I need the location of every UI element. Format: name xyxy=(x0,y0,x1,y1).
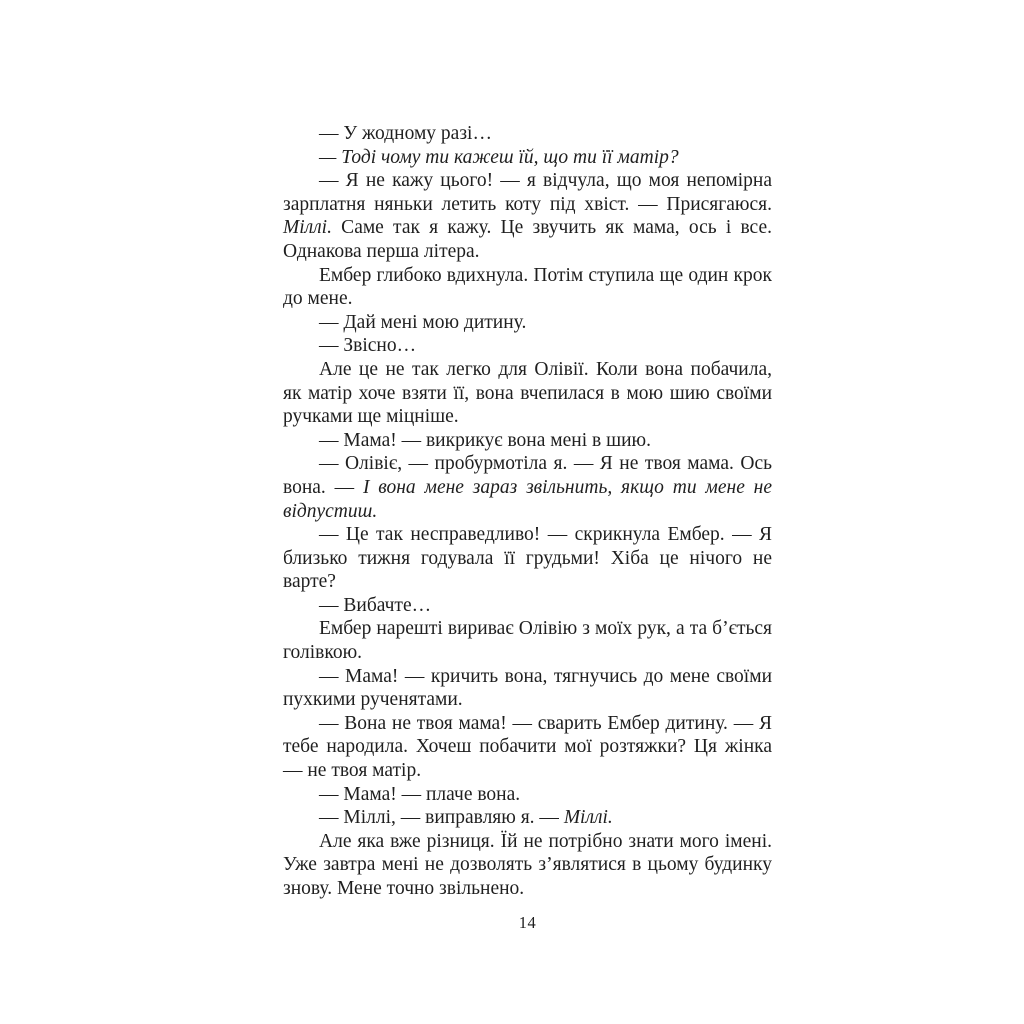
text-run: — Дай мені мою дитину. xyxy=(319,311,527,333)
paragraph xyxy=(283,429,772,453)
paragraph xyxy=(283,783,772,807)
paragraph xyxy=(283,594,772,618)
text-run: — Мама! — викрикує вона мені в шию. xyxy=(319,429,651,451)
text-run: — Це так несправедливо! — скрикнула Ембер. — Я близько тижня годувала її грудьми! Хіба це нічого не варте? xyxy=(283,524,772,593)
paragraph xyxy=(283,169,772,263)
paragraph xyxy=(283,311,772,335)
text-run-italic: І вона мене зараз звільнить, якщо ти мене не відпустиш. xyxy=(283,476,773,522)
text-run: — Звісно… xyxy=(319,335,417,357)
text-run: — У жодному разі… xyxy=(319,123,492,144)
text-run-italic: Міллі. xyxy=(283,217,332,239)
text-run: — Олівіє, — пробурмотіла я. — Я не твоя мама. Ось вона. — xyxy=(283,453,772,498)
paragraph xyxy=(283,523,772,594)
text-run-italic: Міллі. xyxy=(563,807,613,829)
paragraph xyxy=(283,358,772,429)
text-run: — Вона не твоя мама! — сварить Ембер дитину. — Я тебе народила. Хочеш побачити мої розтяжки? Ця жінка — не твоя матір. xyxy=(283,712,772,782)
text-run: Але це не так легко для Олівії. Коли вона побачила, як матір хоче взяти її, вона вчепилася в мою шию своїми ручками ще міцніше. xyxy=(283,358,772,428)
paragraph xyxy=(283,665,772,712)
paragraph xyxy=(283,806,772,830)
paragraph xyxy=(283,334,772,358)
paragraph xyxy=(283,712,772,783)
text-run: Ембер глибоко вдихнула. Потім ступила ще один крок до мене. xyxy=(283,264,772,310)
page-number: 14 xyxy=(518,913,537,932)
text-run: Але яка вже різниця. Їй не потрібно знати мого імені. Уже завтра мені не дозволять з’являтися в цьому будинку знову. Мене точно звільнено. xyxy=(283,830,772,899)
paragraph xyxy=(283,264,772,311)
paragraph xyxy=(283,830,772,901)
paragraph xyxy=(283,617,772,664)
paragraph xyxy=(283,452,772,523)
text-block xyxy=(283,122,772,901)
paragraph xyxy=(283,122,772,146)
text-run: — Мама! — плаче вона. xyxy=(319,783,521,805)
text-run: Саме так я кажу. Це звучить як мама, ось і все. Однакова перша літера. xyxy=(283,217,772,262)
text-run-italic: — Тоді чому ти кажеш їй, що ти її матір? xyxy=(319,146,679,168)
text-run: Ембер нарешті вириває Олівію з моїх рук, а та б’ється голівкою. xyxy=(283,618,772,664)
text-run: — Мама! — кричить вона, тягнучись до мене своїми пухкими рученятами. xyxy=(283,665,772,711)
paragraph xyxy=(283,146,772,170)
text-run: — Міллі, — виправляю я. — xyxy=(319,807,564,829)
text-run: — Вибачте… xyxy=(319,594,432,616)
text-run: — Я не кажу цього! — я відчула, що моя непомірна зарплатня няньки летить коту під хвіст. — Присягаюся. xyxy=(283,170,772,215)
